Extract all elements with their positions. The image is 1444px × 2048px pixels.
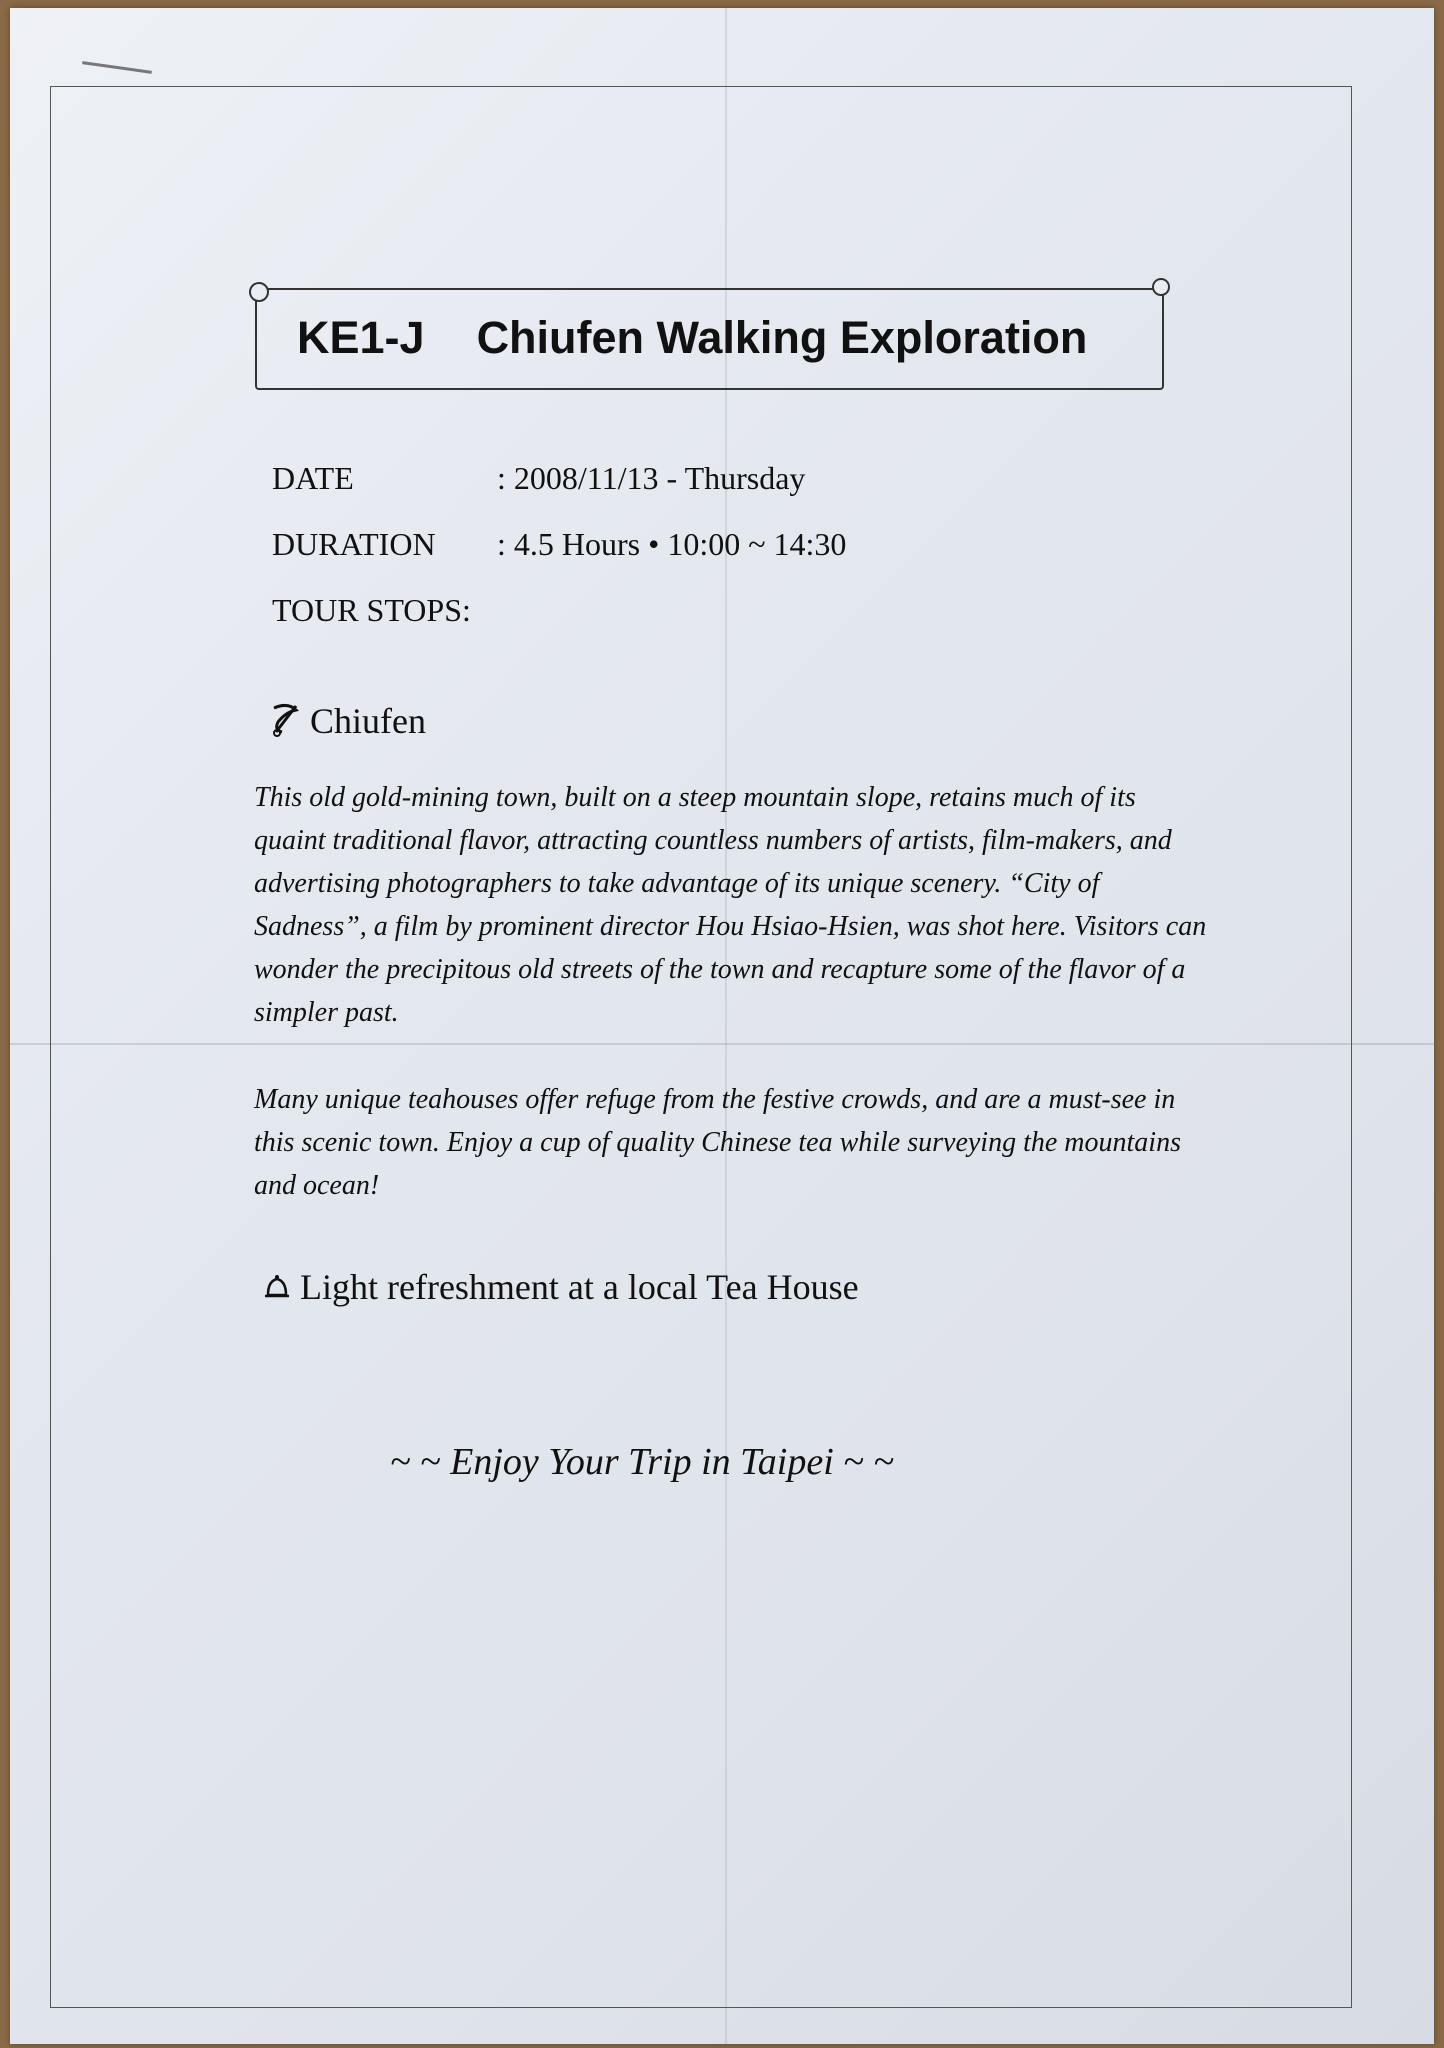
page-title (297, 312, 1087, 364)
chiufen-description-2: Many unique teahouses offer refuge from the festive crowds, and are a must-see in this scenic town. Enjoy a cup of quality Chinese tea while surveying the mountains and ocean! (254, 1084, 1181, 1201)
tour-title: Chiufen Walking Exploration (476, 312, 1088, 363)
stop-teahouse-heading (262, 1266, 859, 1312)
closing-message: ~ ~ Enjoy Your Trip in Taipei ~ ~ (390, 1441, 894, 1483)
duration-row (272, 526, 846, 563)
cloud-wisp-icon (268, 702, 302, 747)
stop-teahouse-title: Light refreshment at a local Tea House (300, 1267, 859, 1307)
duration-label: DURATION (272, 526, 436, 562)
date-value: : 2008/11/13 - Thursday (497, 460, 806, 496)
date-label: DATE (272, 460, 354, 496)
stop-chiufen-heading (268, 700, 426, 747)
tour-code: KE1-J (297, 312, 425, 363)
scroll-curl-left (249, 282, 269, 302)
tour-stops-label: TOUR STOPS: (272, 592, 471, 628)
paper-sheet (10, 8, 1434, 2044)
scroll-curl-right (1152, 278, 1170, 296)
title-scroll-banner (255, 288, 1164, 390)
chiufen-description-1: This old gold-mining town, built on a steep mountain slope, retains much of its quaint traditional flavor, attracting countless numbers of artists, film-makers, and advertising photographers to take advantage of its unique scenery. “City of Sadness”, a film by prominent director Hou Hsiao-Hsien, was shot here. Visitors can wonder the precipitous old streets of the town and recapture some of the flavor of a simpler past. (254, 782, 1207, 1028)
staple-pin (82, 61, 152, 74)
tour-stops-row (272, 592, 471, 629)
date-row (272, 460, 805, 497)
duration-value: : 4.5 Hours • 10:00 ~ 14:30 (497, 526, 847, 562)
stop-chiufen-title: Chiufen (310, 701, 426, 741)
bell-icon (262, 1270, 292, 1312)
